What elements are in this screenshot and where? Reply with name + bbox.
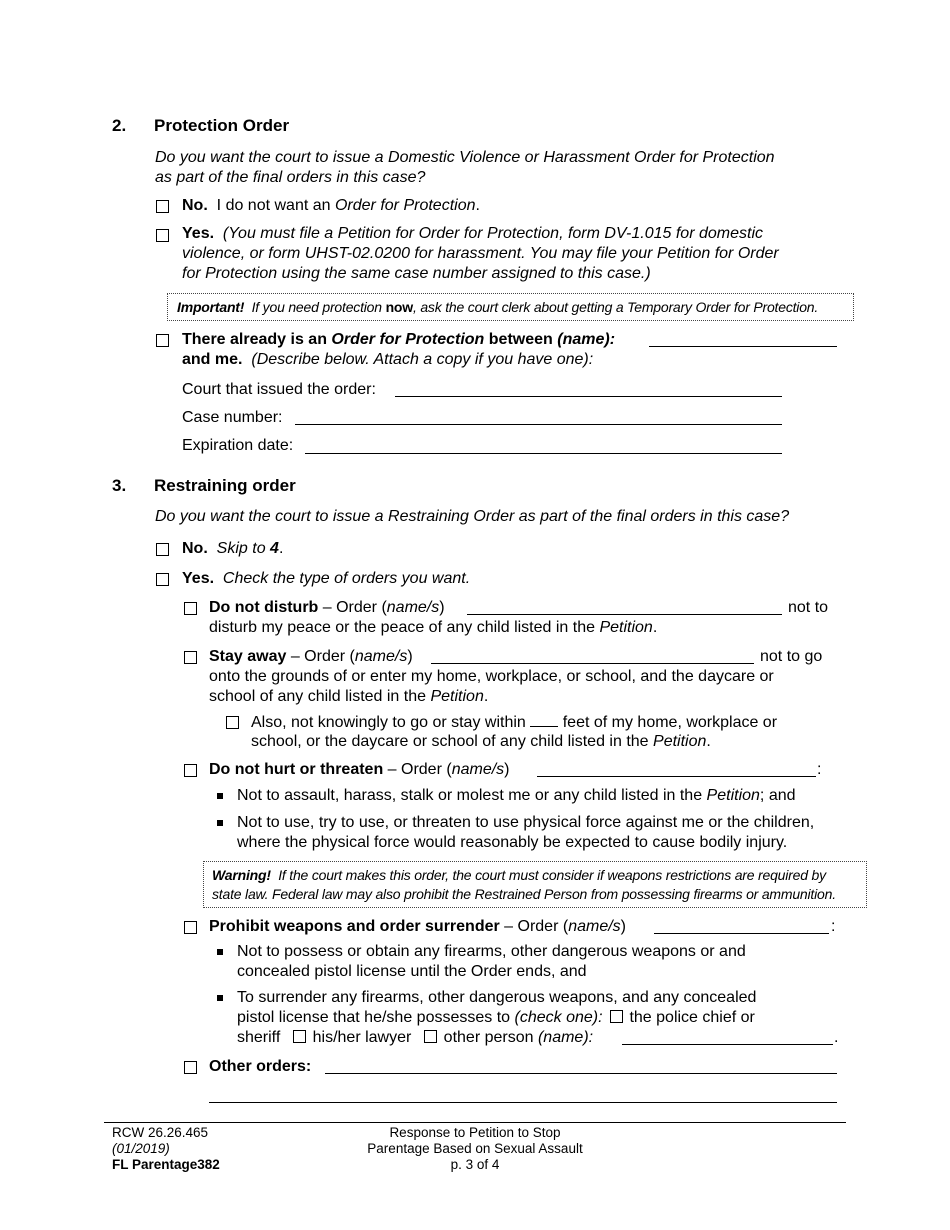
prohibit-weapons-checkbox[interactable] bbox=[184, 921, 197, 934]
restraining-yes-checkbox[interactable] bbox=[156, 573, 169, 586]
stay-away-line-3 bbox=[209, 687, 488, 707]
do-not-disturb-not-to: not to bbox=[788, 599, 829, 616]
stay-away-period: . bbox=[483, 688, 489, 705]
section-3-question: Do you want the court to issue a Restraining Order as part of the final orders in this case? bbox=[155, 508, 790, 525]
weapons-bullet-2-line-2 bbox=[237, 1008, 755, 1028]
protection-yes-text-1: (You must file a Petition for Order for Protection, form DV-1.015 for domestic bbox=[222, 225, 763, 242]
prohibit-weapons-order-suffix: ) bbox=[620, 918, 626, 935]
existing-order-text-1: There already is an bbox=[182, 331, 327, 348]
protection-no-text: I do not want an bbox=[216, 197, 331, 214]
court-issued-field[interactable] bbox=[395, 396, 782, 397]
important-text-1: If you need protection bbox=[251, 299, 382, 315]
protection-yes-checkbox[interactable] bbox=[156, 229, 169, 242]
prohibit-weapons-name-s: name/s bbox=[568, 918, 621, 935]
expiration-date-label: Expiration date: bbox=[182, 437, 294, 454]
do-not-disturb-period: . bbox=[652, 619, 658, 636]
weapons-bullet-1-line-1: Not to possess or obtain any firearms, other dangerous weapons or and bbox=[237, 943, 746, 960]
section-3-number: 3. bbox=[112, 476, 127, 495]
section-2-title: Protection Order bbox=[154, 116, 290, 135]
hurt-bullet-1-text: Not to assault, harass, stalk or molest me or any child listed in the bbox=[237, 787, 703, 804]
other-person-checkbox[interactable] bbox=[424, 1030, 437, 1043]
protection-no-italic: Order for Protection bbox=[334, 197, 476, 214]
also-line-2 bbox=[251, 732, 711, 752]
restraining-no-bold: No. bbox=[182, 540, 208, 557]
do-not-disturb-checkbox[interactable] bbox=[184, 602, 197, 615]
weapons-bullet-1-line-2: concealed pistol license until the Order ends, and bbox=[237, 963, 587, 980]
restraining-no-skip-number: 4 bbox=[270, 540, 279, 557]
section-2-question-line-1: Do you want the court to issue a Domestic Violence or Harassment Order for Protection bbox=[155, 149, 775, 166]
stay-away-text-3: school of any child listed in the bbox=[209, 688, 427, 705]
case-number-label: Case number: bbox=[182, 409, 283, 426]
other-person-name-label: (name): bbox=[537, 1029, 594, 1046]
stay-away-line-2: onto the grounds of or enter my home, workplace, or school, and the daycare or bbox=[209, 668, 774, 685]
bullet-icon bbox=[217, 793, 223, 799]
important-label: Important! bbox=[177, 299, 245, 315]
warning-line-2: state law. Federal law may also prohibit the Restrained Person from possessing firearms or ammunition. bbox=[212, 886, 836, 902]
bullet-icon bbox=[217, 995, 223, 1001]
also-text-2a: school, or the daycare or school of any child listed in the bbox=[251, 733, 649, 750]
do-not-hurt-bold: Do not hurt or threaten bbox=[209, 761, 384, 778]
important-notice bbox=[167, 293, 854, 321]
footer-title-line-2: Parentage Based on Sexual Assault bbox=[367, 1141, 583, 1156]
do-not-disturb-text: disturb my peace or the peace of any child listed in the bbox=[209, 619, 595, 636]
stay-away-checkbox[interactable] bbox=[184, 651, 197, 664]
lawyer-checkbox[interactable] bbox=[293, 1030, 306, 1043]
existing-order-name-label: (name): bbox=[557, 331, 616, 348]
restraining-no-text: Skip to bbox=[216, 540, 266, 557]
also-distance-checkbox[interactable] bbox=[226, 716, 239, 729]
protection-yes-line-1 bbox=[182, 224, 763, 244]
important-now: now bbox=[385, 299, 413, 315]
existing-order-line-1 bbox=[182, 330, 615, 350]
weapons-bullet-2-line-1: To surrender any firearms, other dangerous weapons, and any concealed bbox=[237, 989, 757, 1006]
protection-yes-line-3: for Protection using the same case number assigned to this case.) bbox=[182, 265, 651, 282]
bullet-icon bbox=[217, 949, 223, 955]
court-issued-label: Court that issued the order: bbox=[182, 381, 376, 398]
do-not-disturb-petition: Petition bbox=[599, 619, 653, 636]
prohibit-weapons-bold: Prohibit weapons and order surrender bbox=[209, 918, 500, 935]
stay-away-order-prefix: – Order ( bbox=[286, 648, 355, 665]
police-chief-checkbox[interactable] bbox=[610, 1010, 623, 1023]
prohibit-weapons-colon: : bbox=[831, 918, 836, 935]
protection-no-bold: No. bbox=[182, 197, 208, 214]
restraining-no-label bbox=[182, 539, 283, 559]
existing-order-checkbox[interactable] bbox=[156, 334, 169, 347]
do-not-hurt-colon: : bbox=[817, 761, 822, 778]
hurt-bullet-1-end: ; and bbox=[759, 787, 796, 804]
prohibit-weapons-order-prefix: – Order ( bbox=[499, 918, 569, 935]
expiration-date-field[interactable] bbox=[305, 453, 782, 454]
existing-order-name-field[interactable] bbox=[649, 346, 837, 347]
case-number-field[interactable] bbox=[295, 424, 782, 425]
do-not-hurt-name-s: name/s bbox=[451, 761, 505, 778]
restraining-yes-text: Check the type of orders you want. bbox=[222, 570, 471, 587]
section-3-title: Restraining order bbox=[154, 476, 296, 495]
do-not-disturb-order-prefix: – Order ( bbox=[318, 599, 387, 616]
existing-order-line-2 bbox=[182, 350, 593, 370]
protection-yes-line-2: violence, or form UHST-02.0200 for harassment. You may file your Petition for Order bbox=[182, 245, 779, 262]
footer-rcw: RCW 26.26.465 bbox=[112, 1125, 209, 1140]
stay-away-bold: Stay away bbox=[209, 648, 287, 665]
footer-title-line-1: Response to Petition to Stop bbox=[389, 1125, 561, 1140]
other-person-period: . bbox=[834, 1029, 839, 1046]
stay-away-not-to-go: not to go bbox=[760, 648, 823, 665]
stay-away-name-s: name/s bbox=[354, 648, 408, 665]
existing-order-describe: (Describe below. Attach a copy if you have one): bbox=[251, 351, 594, 368]
police-chief-label: the police chief or bbox=[629, 1009, 755, 1026]
do-not-disturb-line-2 bbox=[209, 618, 657, 638]
important-text-2: , ask the court clerk about getting a Temporary Order for Protection. bbox=[412, 299, 819, 315]
protection-no-label bbox=[182, 196, 480, 216]
restraining-no-end: . bbox=[278, 540, 284, 557]
footer-date: (01/2019) bbox=[112, 1141, 170, 1156]
section-2-question-line-2: as part of the final orders in this case? bbox=[155, 169, 426, 186]
restraining-yes-label bbox=[182, 569, 470, 589]
also-petition: Petition bbox=[653, 733, 707, 750]
also-period: . bbox=[706, 733, 711, 750]
stay-away-petition: Petition bbox=[430, 688, 484, 705]
do-not-hurt-order-suffix: ) bbox=[504, 761, 510, 778]
hurt-bullet-2-line-1: Not to use, try to use, or threaten to use physical force against me or the children, bbox=[237, 814, 815, 831]
warning-notice bbox=[203, 861, 867, 908]
existing-order-italic: Order for Protection bbox=[331, 331, 485, 348]
other-orders-field[interactable] bbox=[325, 1073, 837, 1074]
protection-no-end: . bbox=[475, 197, 480, 214]
weapons-bullet-2-text: pistol license that he/she possesses to bbox=[237, 1009, 511, 1026]
footer-form-id: FL Parentage382 bbox=[112, 1157, 220, 1172]
existing-order-between: between bbox=[488, 331, 553, 348]
do-not-hurt-line-1 bbox=[209, 760, 509, 780]
warning-label: Warning! bbox=[212, 867, 271, 883]
weapons-bullet-2-line-3 bbox=[237, 1028, 593, 1048]
other-orders-field-line-2[interactable] bbox=[209, 1102, 837, 1103]
prohibit-weapons-name-field[interactable] bbox=[654, 933, 829, 934]
section-2-number: 2. bbox=[112, 116, 127, 135]
do-not-hurt-checkbox[interactable] bbox=[184, 764, 197, 777]
hurt-bullet-2-line-2: where the physical force would reasonably be expected to cause bodily injury. bbox=[237, 834, 788, 851]
stay-away-line-1 bbox=[209, 647, 413, 667]
do-not-hurt-order-prefix: – Order ( bbox=[383, 761, 452, 778]
other-orders-checkbox[interactable] bbox=[184, 1061, 197, 1074]
restraining-yes-bold: Yes. bbox=[182, 570, 215, 587]
other-person-name-field[interactable] bbox=[622, 1044, 833, 1045]
check-one-label: (check one): bbox=[514, 1009, 603, 1026]
warning-line-1: If the court makes this order, the court must consider if weapons restrictions are required by bbox=[278, 867, 826, 883]
footer-divider bbox=[104, 1122, 846, 1123]
other-orders-label: Other orders: bbox=[209, 1058, 312, 1075]
do-not-disturb-name-s: name/s bbox=[386, 599, 440, 616]
do-not-disturb-name-field[interactable] bbox=[467, 614, 782, 615]
do-not-hurt-name-field[interactable] bbox=[537, 776, 816, 777]
do-not-disturb-bold: Do not disturb bbox=[209, 599, 319, 616]
also-text-1b: feet of my home, workplace or bbox=[562, 714, 778, 731]
do-not-disturb-line-1 bbox=[209, 598, 445, 618]
do-not-disturb-order-suffix: ) bbox=[439, 599, 445, 616]
stay-away-order-suffix: ) bbox=[407, 648, 413, 665]
hurt-bullet-1 bbox=[237, 786, 796, 806]
lawyer-label: his/her lawyer bbox=[312, 1029, 412, 1046]
sheriff-label: sheriff bbox=[237, 1029, 281, 1046]
prohibit-weapons-line-1 bbox=[209, 917, 626, 937]
protection-yes-bold: Yes. bbox=[182, 225, 215, 242]
protection-no-checkbox[interactable] bbox=[156, 200, 169, 213]
also-line-1 bbox=[251, 712, 777, 733]
footer-page-number: p. 3 of 4 bbox=[450, 1157, 500, 1172]
hurt-bullet-1-petition: Petition bbox=[706, 787, 760, 804]
other-person-label: other person bbox=[443, 1029, 534, 1046]
stay-away-name-field[interactable] bbox=[431, 663, 754, 664]
restraining-no-checkbox[interactable] bbox=[156, 543, 169, 556]
existing-order-and-me: and me. bbox=[182, 351, 243, 368]
bullet-icon bbox=[217, 820, 223, 826]
also-text-1a: Also, not knowingly to go or stay within bbox=[251, 714, 526, 731]
also-feet-field[interactable] bbox=[530, 712, 558, 727]
